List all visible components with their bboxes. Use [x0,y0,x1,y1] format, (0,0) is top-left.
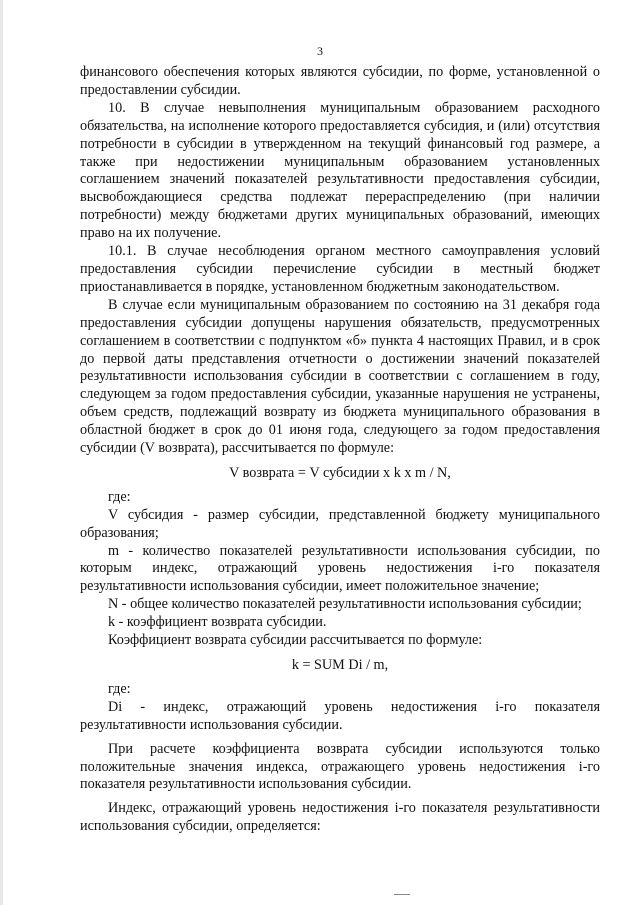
paragraph: 10.1. В случае несоблюдения органом местного самоуправления условий предоставления субсидии перечисление субсидии в местный бюджет приостанавливается в порядке, установленном бюджетным законодательством. [80,243,600,295]
where-label: где: [108,680,131,697]
definition: Di - индекс, отражающий уровень недостижения i-го показателя результативности использования субсидии. [80,698,600,733]
formula-v-return: V возврата = V субсидии x k x m / N, [229,464,451,481]
page-number: 3 [317,44,323,58]
paragraph: В случае если муниципальным образованием по состоянию на 31 декабря года предоставления субсидии допущены нарушения обязательств, предусмотренных соглашением в соответствии с подпунктом «б» пункта 4 настоящих Правил, и в срок до первой даты представления отчетности о достижении значений показателей результативности использования субсидии в соответствии с соглашением в году, следующем за годом предоставления субсидии, указанные нарушения не устранены, объем средств, подлежащий возврату из бюджета муниципального образования в областной бюджет в срок до 01 июня года, следующего за годом предоставления субсидии (V возврата), рассчитывается по формуле: [80,296,600,457]
definition: k - коэффициент возврата субсидии. [108,614,327,631]
scan-edge [0,0,3,905]
where-label: где: [108,488,131,505]
formula-k: k = SUM Di / m, [291,657,389,673]
definition: V субсидия - размер субсидии, представленной бюджету муниципального образования; [80,506,600,541]
paragraph: Коэффициент возврата субсидии рассчитывается по формуле: [108,632,483,649]
paragraph: При расчете коэффициента возврата субсидии используются только положительные значения индекса, отражающего уровень недостижения i-го показателя результативности использования субсидии. [80,740,600,793]
paragraph: 10. В случае невыполнения муниципальным образованием расходного обязательства, на исполнение которого предоставляется субсидия, и (или) отсутствия потребности в субсидии в утвержденном на текущий финансовый год размере, а также при недостижении муниципальным образованием установленных соглашением значений показателей результативности предоставления субсидии, высвобождающиеся средства подлежат перераспределению (при наличии потребности) между бюджетами других муниципальных образований, имеющих право на их получение. [80,99,600,242]
scan-artifact [394,894,410,899]
definition: N - общее количество показателей результативности использования субсидии; [108,596,582,613]
definition: m - количество показателей результативности использования субсидии, по которым индекс, отражающий уровень недостижения i-го показателя результативности использования субсидии, имеет положительное значение; [80,542,600,595]
paragraph: финансового обеспечения которых являются субсидии, по форме, установленной о предоставлении субсидии. [80,64,600,98]
paragraph: Индекс, отражающий уровень недостижения i-го показателя результативности использования субсидии, определяется: [80,800,600,835]
document-body [80,64,600,836]
